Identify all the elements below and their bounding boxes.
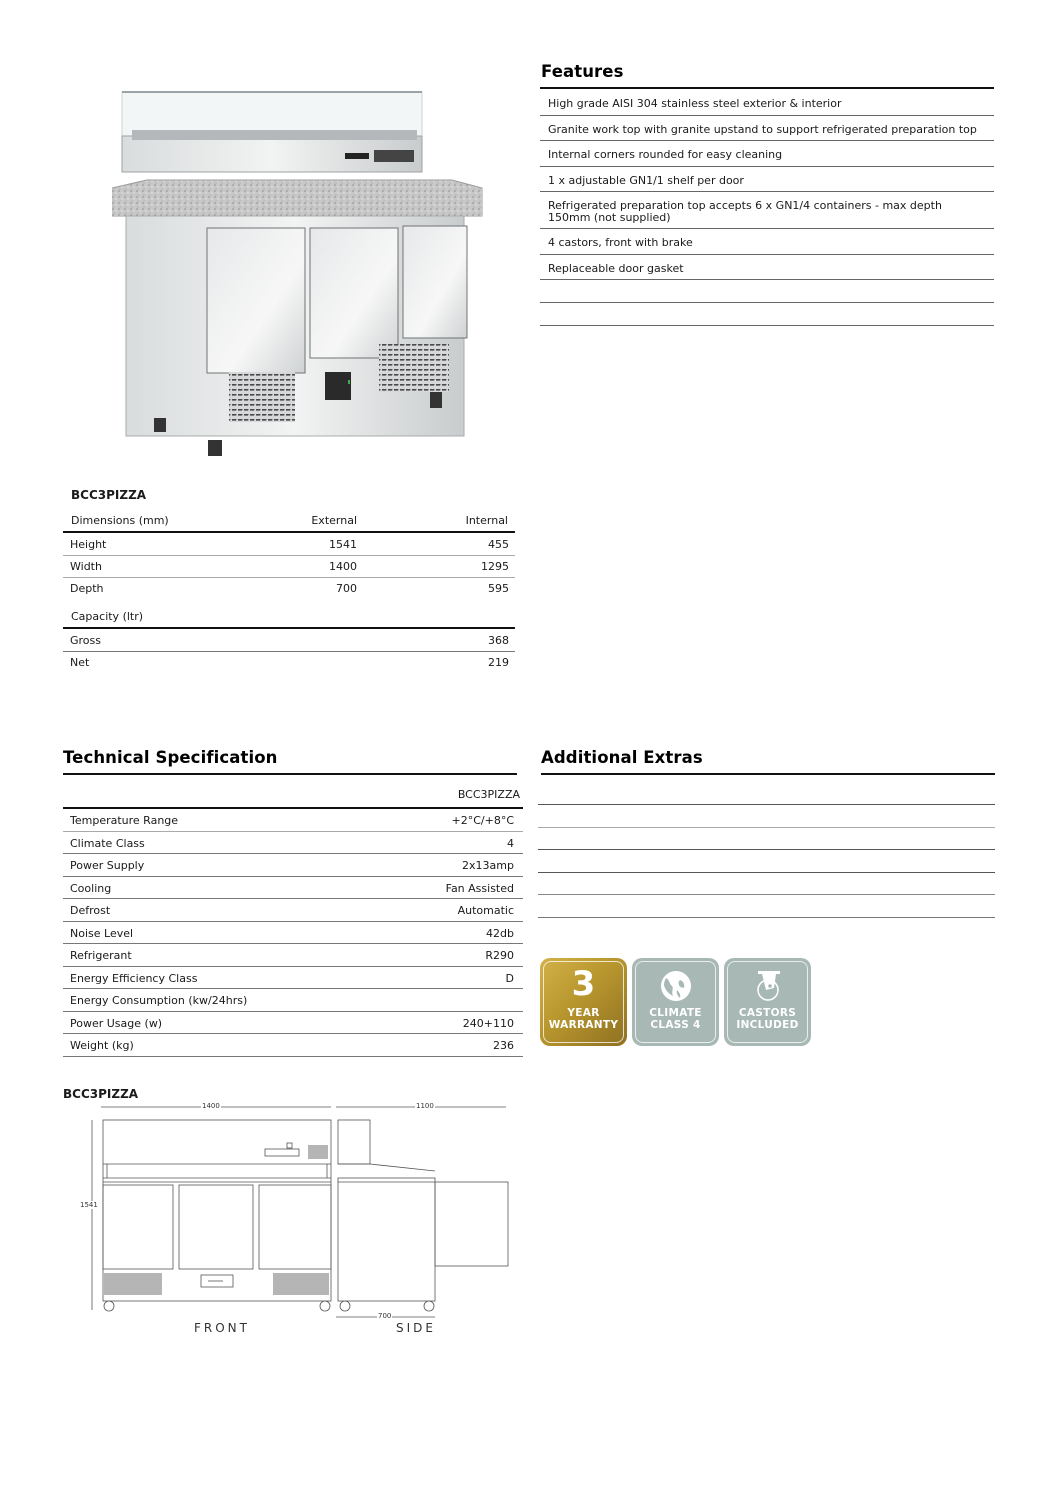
front-right-vent xyxy=(273,1273,329,1295)
spec-value: 2x13amp xyxy=(462,859,514,872)
front-view-label: FRONT xyxy=(194,1321,250,1335)
dimension-label: Depth xyxy=(70,582,104,595)
spec-label: Energy Efficiency Class xyxy=(70,971,198,985)
height-label: 1541 xyxy=(80,1201,98,1209)
feature-item: 1 x adjustable GN1/1 shelf per door xyxy=(540,167,994,193)
badge-line2: WARRANTY xyxy=(548,1019,619,1031)
technical-drawing xyxy=(63,1085,513,1340)
spec-row xyxy=(63,809,523,832)
spec-row xyxy=(63,877,523,900)
extras-line xyxy=(538,827,995,828)
spec-label: Defrost xyxy=(70,904,111,917)
feature-item: 4 castors, front with brake xyxy=(540,229,994,255)
side-view xyxy=(338,1120,508,1311)
features-section xyxy=(540,60,994,320)
spec-value: 240+110 xyxy=(462,1016,514,1030)
feature-item-empty xyxy=(540,303,994,326)
extras-line xyxy=(538,804,995,805)
spec-row xyxy=(63,944,523,967)
capacity-name: Gross xyxy=(70,634,101,647)
dimension-row xyxy=(63,577,515,599)
spec-label: Weight (kg) xyxy=(70,1039,134,1052)
dimension-label: Height xyxy=(70,538,107,551)
feature-badges xyxy=(540,958,815,1050)
spec-value: Fan Assisted xyxy=(445,881,514,895)
drawing-lines xyxy=(63,1085,513,1340)
badge-line2: CLASS 4 xyxy=(650,1019,701,1031)
dimension-internal: 1295 xyxy=(481,560,509,573)
spec-value: Automatic xyxy=(457,904,514,917)
castor-icon xyxy=(750,968,786,1004)
extras-line xyxy=(538,849,995,850)
spec-row xyxy=(63,832,523,855)
spec-row xyxy=(63,967,523,990)
feature-item: Refrigerated preparation top accepts 6 x GN1/4 containers - max depth 150mm (not supplied) xyxy=(540,192,994,229)
dimension-label: Width xyxy=(70,560,102,573)
spec-value: +2°C/+8°C xyxy=(451,814,514,827)
spec-label: Noise Level xyxy=(70,926,134,940)
extras-line xyxy=(538,872,995,873)
spec-value: 4 xyxy=(507,836,514,850)
dimensions-model: BCC3PIZZA xyxy=(71,488,147,502)
spec-row xyxy=(63,899,523,922)
badge-line1: YEAR xyxy=(567,1007,600,1019)
feature-item: Granite work top with granite upstand to support refrigerated preparation top xyxy=(540,116,994,142)
capacity-name: Net xyxy=(70,656,90,669)
spec-label: Climate Class xyxy=(70,836,145,850)
features-list xyxy=(540,90,994,326)
spec-row xyxy=(63,1034,523,1057)
warranty-badge xyxy=(540,958,627,1046)
spec-label: Power Supply xyxy=(70,859,145,872)
feature-item: Replaceable door gasket xyxy=(540,255,994,281)
product-illustration xyxy=(112,88,492,466)
technical-spec-rows xyxy=(63,809,523,1057)
capacity-value: 219 xyxy=(488,656,509,669)
dimensions-section xyxy=(63,486,515,676)
product-image xyxy=(112,88,492,466)
technical-spec-model: BCC3PIZZA xyxy=(457,788,520,801)
spec-row xyxy=(63,922,523,945)
spec-label: Cooling xyxy=(70,881,112,895)
side-width-label: 1100 xyxy=(416,1102,434,1110)
capacity-label: Capacity (ltr) xyxy=(71,610,144,623)
additional-extras-rule xyxy=(541,773,995,775)
front-width-label: 1400 xyxy=(202,1102,220,1110)
front-left-vent xyxy=(104,1273,162,1295)
top-vent xyxy=(308,1145,328,1159)
external-header: External xyxy=(311,514,357,527)
dimension-internal: 595 xyxy=(488,582,509,595)
dimension-external: 1400 xyxy=(329,560,357,573)
spec-label: Power Usage (w) xyxy=(70,1016,163,1030)
capacity-value: 368 xyxy=(488,634,509,647)
additional-extras-title: Additional Extras xyxy=(541,748,703,767)
dimensions-header xyxy=(63,513,515,530)
globe-icon xyxy=(658,968,694,1004)
drawing-model: BCC3PIZZA xyxy=(63,1087,139,1101)
internal-header: Internal xyxy=(465,514,508,527)
technical-spec-rule xyxy=(63,773,517,775)
spec-value: 236 xyxy=(493,1039,514,1052)
features-rule xyxy=(540,87,994,89)
features-title: Features xyxy=(541,62,624,81)
technical-spec-section xyxy=(63,747,520,1057)
side-view-label: SIDE xyxy=(396,1321,436,1335)
extras-line xyxy=(538,917,995,918)
side-depth-label: 700 xyxy=(378,1312,392,1320)
vent-grilles xyxy=(104,1145,329,1295)
spec-value: 42db xyxy=(486,926,514,940)
badge-line1: CLIMATE xyxy=(649,1007,702,1019)
feature-item: High grade AISI 304 stainless steel exterior & interior xyxy=(540,90,994,116)
additional-extras-section xyxy=(540,747,996,927)
castors-badge xyxy=(724,958,811,1046)
dimension-external: 700 xyxy=(336,582,357,595)
spec-label: Refrigerant xyxy=(70,949,132,962)
spec-label: Temperature Range xyxy=(70,814,179,827)
capacity-row xyxy=(63,651,515,673)
spec-value: R290 xyxy=(485,949,514,962)
warranty-years: 3 xyxy=(571,964,596,1004)
dimension-external: 1541 xyxy=(329,538,357,551)
dimension-row xyxy=(63,555,515,578)
spec-row xyxy=(63,989,523,1012)
capacity-row xyxy=(63,629,515,652)
spec-label: Energy Consumption (kw/24hrs) xyxy=(70,994,248,1007)
climate-class-badge xyxy=(632,958,719,1046)
extras-line xyxy=(538,894,995,895)
technical-spec-title: Technical Specification xyxy=(63,748,278,767)
dimensions-label: Dimensions (mm) xyxy=(71,514,169,527)
badge-line2: INCLUDED xyxy=(736,1019,799,1031)
badge-line1: CASTORS xyxy=(738,1007,797,1019)
spec-row xyxy=(63,1012,523,1035)
spec-value: D xyxy=(505,971,514,985)
spec-row xyxy=(63,854,523,877)
feature-item-empty xyxy=(540,280,994,303)
dimension-row xyxy=(63,533,515,556)
dimension-internal: 455 xyxy=(488,538,509,551)
feature-item: Internal corners rounded for easy cleaning xyxy=(540,141,994,167)
